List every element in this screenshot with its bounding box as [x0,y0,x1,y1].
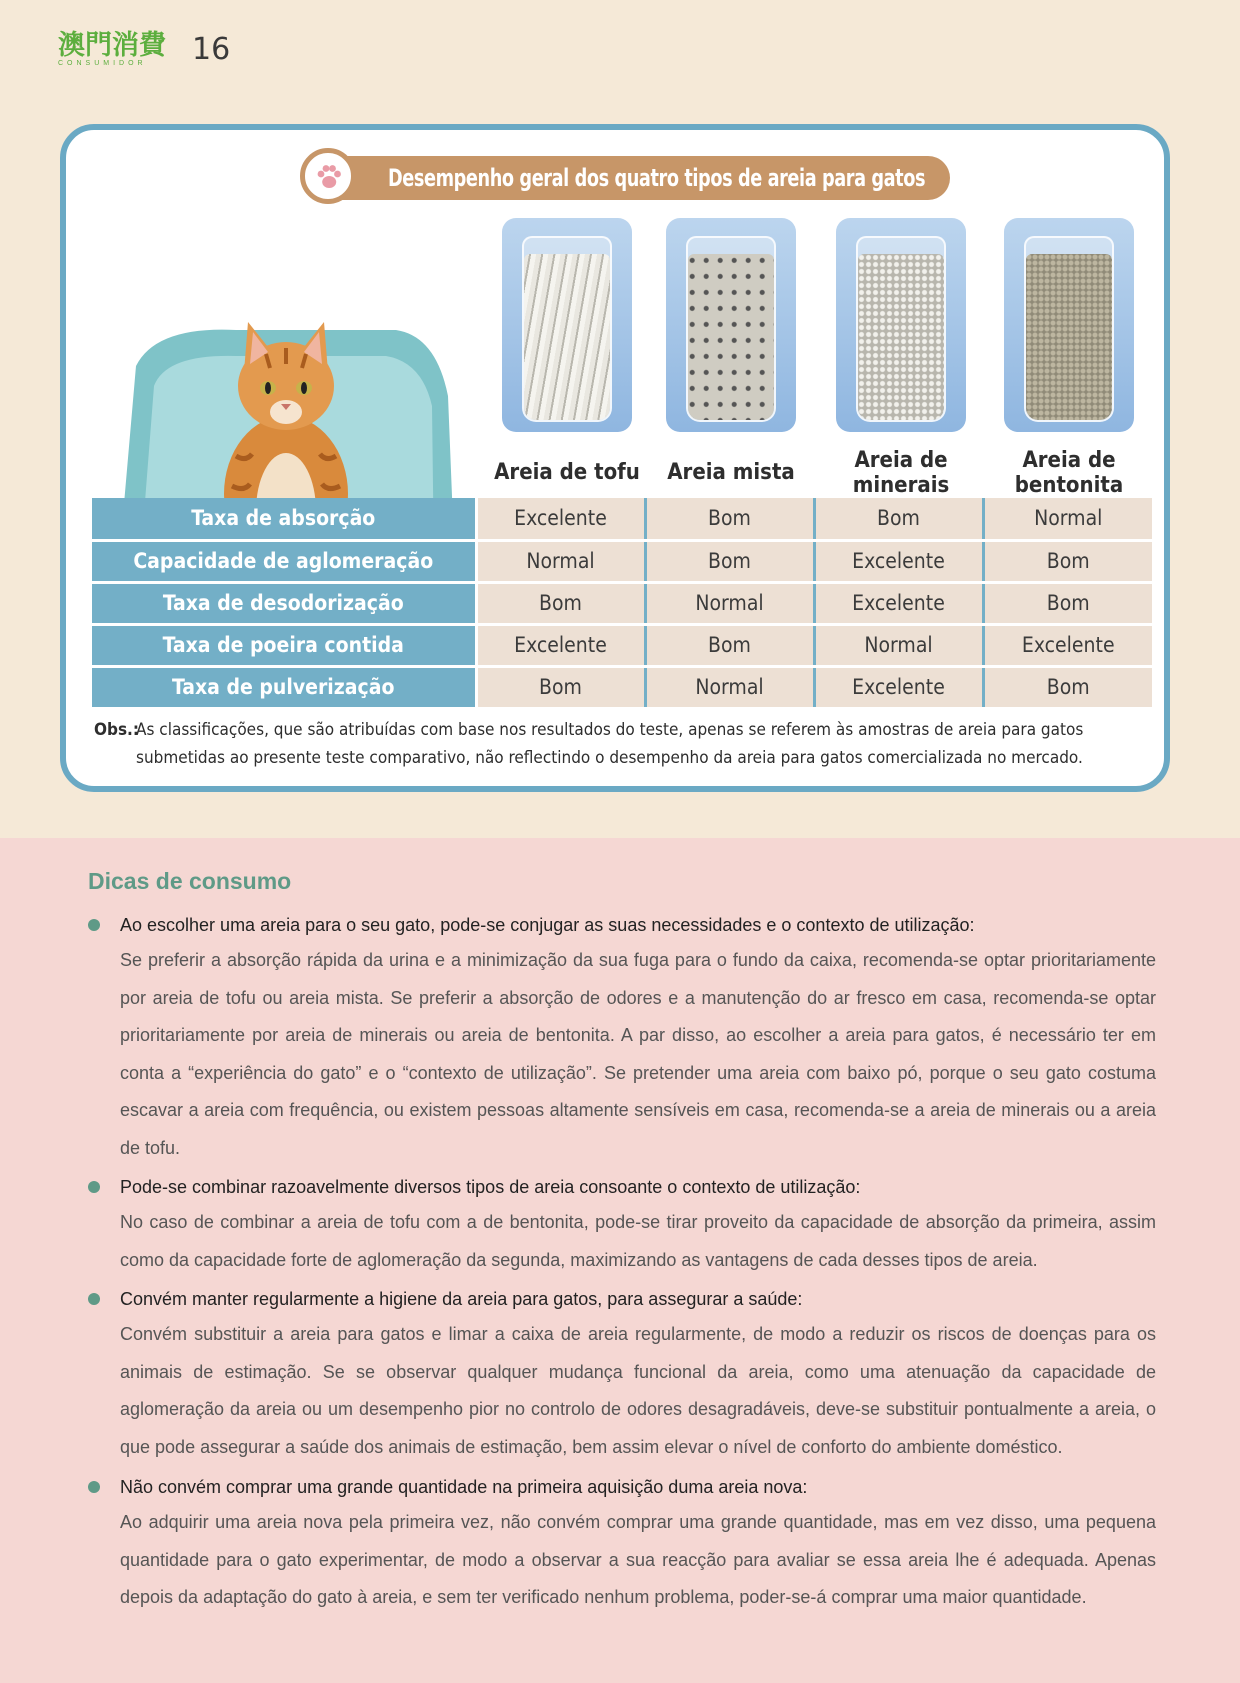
row-label: Taxa de pulverização [92,666,476,708]
row-label: Taxa de desodorização [92,582,476,624]
tofu-litter-jar-image [502,218,632,432]
tip-item [88,1282,1156,1466]
tip-item [88,1470,1156,1617]
tip-body: Convém substituir a areia para gatos e limar a caixa de areia regularmente, de modo a reduzir os riscos de doenças para os animais de estimação. Se se observar qualquer mudança funcional da areia, como uma atenuação da capacidade de aglomeração da areia ou um desempenho pior no controlo de odores desagradáveis, deve-se substituir pontualmente a areia, o que pode assegurar a saúde dos animais de estimação, bem assim elevar o nível de conforto do ambiente doméstico. [120,1324,1156,1457]
tip-body: No caso de combinar a areia de tofu com a de bentonita, pode-se tirar proveito da capacidade de absorção da primeira, assim como da capacidade forte de aglomeração da segunda, maximizando as vantagens de cada desses tipos de areia. [120,1212,1156,1270]
mineral-litter-jar-image [836,218,966,432]
tips-title: Dicas de consumo [88,868,292,894]
footnote-label: Obs.: [94,720,139,740]
tip-heading: Pode-se combinar razoavelmente diversos tipos de areia consoante o contexto de utilização: [120,1177,861,1197]
rating-cell: Bom [476,582,645,624]
footnote-text: As classificações, que são atribuídas com base nos resultados do teste, apenas se referem às amostras de areia para gatos submetidas ao presente teste comparativo, não reflectindo o desempenho da areia para gatos comercializada no mercado. [136,720,1084,768]
rating-cell: Bom [645,540,814,582]
column-heading-tofu: Areia de tofu [494,460,640,485]
rating-cell: Excelente [983,624,1152,666]
mixed-litter-jar-image [666,218,796,432]
logo [58,30,174,76]
table-row [92,540,1152,582]
tip-body: Ao adquirir uma areia nova pela primeira vez, não convém comprar uma grande quantidade, mas em vez disso, uma pequena quantidade para o gato experimentar, de modo a observar a sua reacção para avaliar se essa areia lhe é adequada. Apenas depois da adaptação do gato à areia, e sem ter verificado nenhum problema, poder-se-á comprar uma maior quantidade. [120,1512,1156,1607]
column-heading-bentonite: Areia de bentonita [1014,448,1124,498]
row-label: Taxa de poeira contida [92,624,476,666]
page-number: 16 [192,32,231,67]
tip-body: Se preferir a absorção rápida da urina e a minimização da sua fuga para o fundo da caixa, recomenda-se optar prioritariamente por areia de tofu ou areia mista. Se preferir a absorção de odores e a manutenção do ar fresco em casa, recomenda-se optar prioritariamente por areia de minerais ou areia de bentonita. A par disso, ao escolher a areia para gatos, é necessário ter em conta a “experiência do gato” e o “contexto de utilização”. Se pretender uma areia com baixo pó, porque o seu gato costuma escavar a areia com frequência, ou existem pessoas altamente sensíveis em casa, recomenda-se a areia de minerais ou a areia de tofu. [120,950,1156,1158]
tip-item [88,908,1156,1167]
rating-cell: Normal [645,582,814,624]
bullet-icon [88,1481,100,1493]
rating-cell: Excelente [476,498,645,540]
rating-cell: Normal [476,540,645,582]
rating-cell: Bom [645,624,814,666]
tip-heading: Ao escolher uma areia para o seu gato, pode-se conjugar as suas necessidades e o contexto de utilização: [120,915,975,935]
rating-cell: Bom [814,498,983,540]
bentonite-litter-jar-image [1004,218,1134,432]
table-row [92,582,1152,624]
tips-section [0,838,1240,1683]
rating-cell: Excelente [476,624,645,666]
bullet-icon [88,1181,100,1193]
bullet-icon [88,1293,100,1305]
tip-heading: Convém manter regularmente a higiene da areia para gatos, para assegurar a saúde: [120,1289,803,1309]
rating-cell: Normal [645,666,814,708]
row-label: Taxa de absorção [92,498,476,540]
panel-title-bar [302,156,950,200]
bullet-icon [88,919,100,931]
logo-subtext: CONSUMIDOR [58,60,147,67]
rating-cell: Bom [983,540,1152,582]
comparison-panel [60,124,1170,792]
rating-cell: Normal [983,498,1152,540]
rating-cell: Normal [814,624,983,666]
column-heading-minerals: Areia de minerais [852,448,950,498]
rating-cell: Bom [476,666,645,708]
rating-cell: Excelente [814,582,983,624]
panel-title: Desempenho geral dos quatro tipos de areia para gatos [388,164,926,192]
paw-icon [300,148,356,204]
rating-cell: Bom [983,666,1152,708]
table-footnote [94,716,1148,772]
row-label: Capacidade de aglomeração [92,540,476,582]
column-heading-mixed: Areia mista [667,460,795,485]
ratings-table [92,498,1152,710]
rating-cell: Bom [645,498,814,540]
table-row [92,498,1152,540]
rating-cell: Excelente [814,540,983,582]
table-row [92,666,1152,708]
tip-heading: Não convém comprar uma grande quantidade na primeira aquisição duma areia nova: [120,1477,808,1497]
rating-cell: Bom [983,582,1152,624]
table-row [92,624,1152,666]
tip-item [88,1170,1156,1279]
rating-cell: Excelente [814,666,983,708]
logo-text: 澳門消費 [58,30,166,61]
